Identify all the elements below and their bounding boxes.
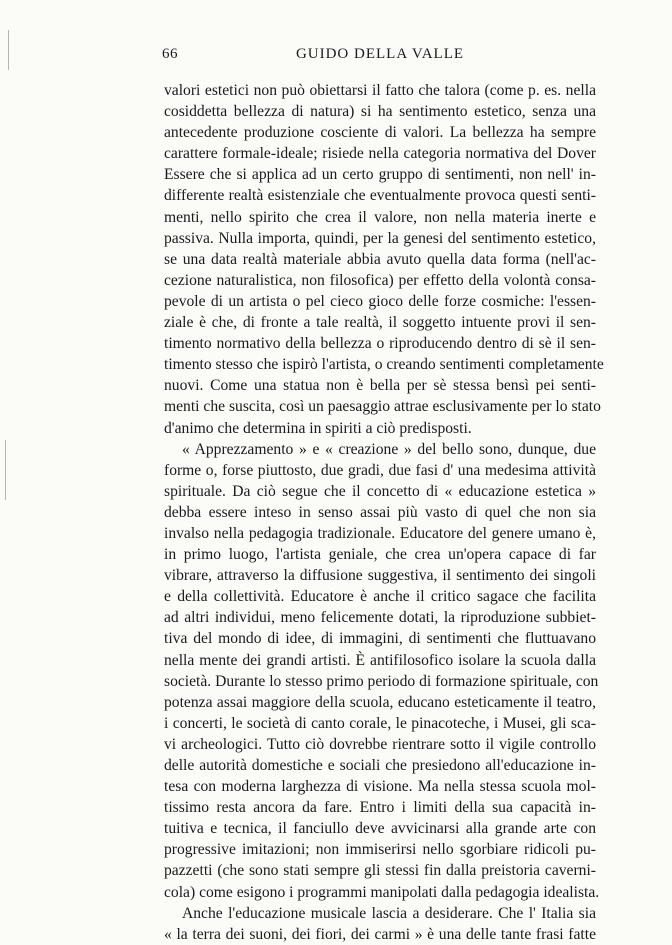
text-line: se una data realtà materiale abbia avuto quella data forma (nell'ac-: [164, 250, 596, 268]
text-line: nuovi. Come una statua non è bella per sè stessa bensì pei senti-: [164, 377, 596, 395]
text-line: ziale è che, di fronte a tale realtà, il soggetto intuente provi il sen-: [164, 314, 596, 332]
text-line: cola) come esigono i programmi manipolati dalla pedagogia idealista.: [164, 883, 600, 901]
text-line: cosiddetta bellezza di natura) si ha sentimento estetico, senza una: [164, 103, 596, 121]
text-line: passiva. Nulla importa, quindi, per la genesi del sentimento estetico,: [164, 229, 596, 247]
text-line: debba essere inteso in senso assai più vasto di quel che non sia: [164, 503, 596, 521]
text-line: Anche l'educazione musicale lascia a desiderare. Che l' Italia sia: [182, 904, 596, 922]
text-line: antecedente produzione cosciente di valori. La bellezza ha sempre: [164, 124, 596, 142]
text-line: i concerti, le società di canto corale, le pinacoteche, i Musei, gli sca-: [164, 714, 596, 732]
text-line: « la terra dei suoni, dei fiori, dei carmi » è una delle tante frasi fatte: [164, 925, 596, 943]
text-line: nella mente dei grandi artisti. È antifilosofico isolare la scuola dalla: [164, 651, 596, 669]
text-line: progressive imitazioni; non immiserirsi nello sgorbiare ridicoli pu-: [164, 841, 596, 859]
text-line: in primo luogo, l'artista geniale, che crea un'opera capace di far: [164, 546, 596, 564]
text-line: menti che suscita, così un paesaggio attrae esclusivamente per lo stato: [164, 398, 601, 416]
text-line: carattere formale-ideale; risiede nella categoria normativa del Dover: [164, 145, 596, 163]
page-number: 66: [162, 46, 178, 62]
text-line: invalso nella pedagogia tradizionale. Educatore del genere umano è,: [164, 524, 596, 542]
text-line: spirituale. Da ciò segue che il concetto di « educazione estetica »: [164, 482, 596, 500]
text-line: società. Durante lo stesso primo periodo di formazione spirituale, con: [164, 672, 599, 690]
running-head: GUIDO DELLA VALLE: [295, 46, 465, 62]
text-line: differente realtà esistenziale che eventualmente provoca questi senti-: [164, 187, 596, 205]
text-line: tiva del mondo di idee, di immagini, di sentimenti che fluttuavano: [164, 630, 596, 648]
text-line: ad altri individui, meno felicemente dotati, la riproduzione subbiet-: [164, 609, 596, 627]
text-line: menti, nello spirito che crea il valore, non nella materia inerte e: [164, 208, 596, 226]
text-line: tesa con moderna larghezza di visione. Ma nella stessa scuola mol-: [164, 778, 596, 796]
text-line: pevole di un artista o pel cieco gioco delle forze cosmiche: l'essen-: [164, 292, 596, 310]
text-line: cezione naturalistica, non filosofica) per effetto della volontà consa-: [164, 271, 596, 289]
text-line: d'animo che determina in spiriti a ciò predisposti.: [164, 419, 472, 437]
text-line: « Apprezzamento » e « creazione » del bello sono, dunque, due: [182, 440, 596, 458]
text-line: forme o, forse piuttosto, due gradi, due fasi d' una medesima attività: [164, 461, 596, 479]
page-header: [162, 46, 598, 66]
text-line: timento normativo della bellezza o riproducendo dentro di sè il sen-: [164, 335, 596, 353]
text-line: pazzetti (che sono stati sempre gli stessi fin dalla preistoria caverni-: [164, 862, 596, 880]
page-edge-mark: [5, 440, 6, 500]
text-line: potenza assai maggiore della scuola, educano esteticamente il teatro,: [164, 693, 596, 711]
text-line: delle autorità domestiche e sociali che presiedono all'educazione in-: [164, 757, 596, 774]
text-line: valori estetici non può obiettarsi il fatto che talora (come p. es. nella: [164, 82, 596, 99]
text-line: tuitiva e tecnica, il fanciullo deve avvicinarsi alla grande arte con: [164, 820, 596, 838]
text-line: tissimo resta ancora da fare. Entro i limiti della sua capacità in-: [164, 799, 596, 817]
text-line: e della collettività. Educatore è anche il critico sagace che facilita: [164, 588, 596, 606]
text-line: vibrare, attraverso la diffusione suggestiva, il sentimento dei singoli: [164, 567, 596, 585]
text-line: timento stesso che ispirò l'artista, o creando sentimenti completamente: [164, 356, 604, 374]
page-edge-mark: [8, 30, 9, 70]
text-line: vi archeologici. Tutto ciò dovrebbe rientrare sotto il vigile controllo: [164, 735, 596, 753]
text-line: Essere che si applica ad un certo gruppo di sentimenti, non nell' in-: [164, 166, 596, 184]
body-text: [164, 80, 604, 945]
